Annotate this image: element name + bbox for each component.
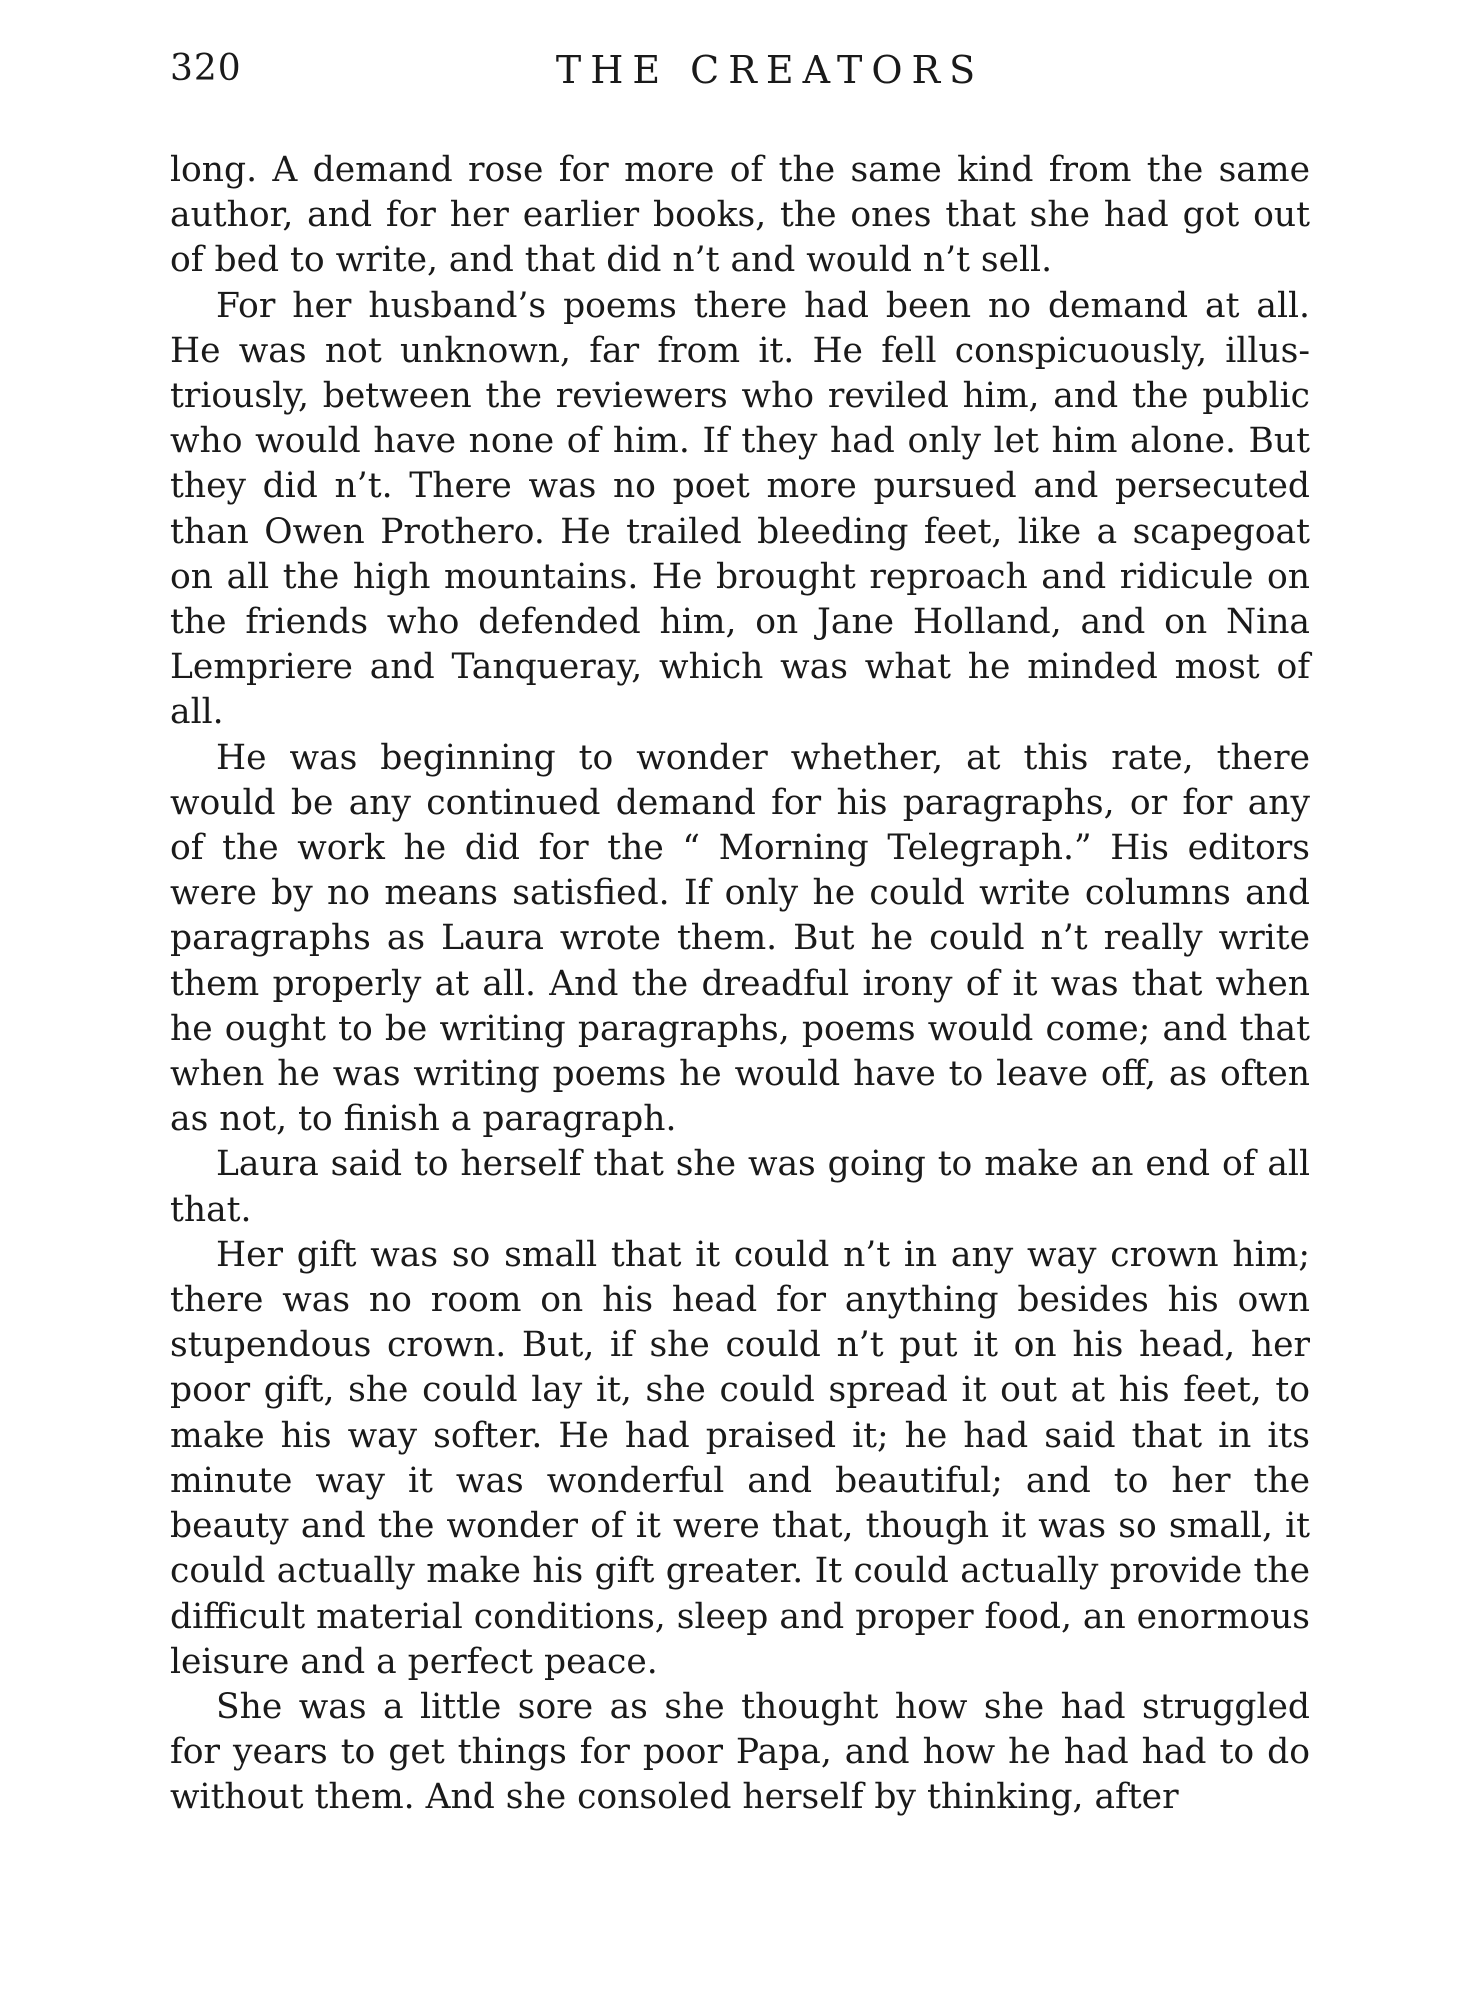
- paragraph: Laura said to herself that she was going to make an end of all that.: [170, 1144, 1310, 1230]
- page-header: [170, 48, 1310, 96]
- body-text: [170, 148, 1310, 1821]
- paragraph: long. A demand rose for more of the same kind from the same author, and for her earlier books, the ones that she had got out of bed to write, and that did n’t and would n’t sell.: [170, 150, 1310, 281]
- paragraph: He was beginning to wonder whether, at this rate, there would be any continued demand for his paragraphs, or for any of the work he did for the “ Morning Telegraph.” His editors were by no means satisfied. If only he could write columns and paragraphs as Laura wrote them. But he could n’t really write them properly at all. And the dreadful irony of it was that when he ought to be writing paragraphs, poems would come; and that when he was writing poems he would have to leave off, as often as not, to finish a paragraph.: [170, 737, 1310, 1140]
- book-page: [170, 48, 1310, 1821]
- paragraph: She was a little sore as she thought how she had struggled for years to get things for poor Papa, and how he had had to do without them. And she consoled herself by thinking, after: [170, 1686, 1310, 1818]
- paragraph: Her gift was so small that it could n’t in any way crown him; there was no room on his head for anything besides his own stupendous crown. But, if she could n’t put it on his head, her poor gift, she could lay it, she could spread it out at his feet, to make his way softer. He had praised it; he had said that in its minute way it was wonderful and beautiful; and to her the beauty and the wonder of it were that, though it was so small, it could actually make his gift greater. It could actually provide the difficult material conditions, sleep and proper food, an enormous leisure and a perfect peace.: [170, 1234, 1310, 1682]
- running-title: THE CREATORS: [555, 48, 985, 92]
- paragraph: For her husband’s poems there had been no demand at all. He was not unknown, far from it. He fell conspicuously, illustriously, between the reviewers who reviled him, and the public who would have none of him. If they had only let him alone. But they did n’t. There was no poet more pursued and persecuted than Owen Prothero. He trailed bleeding feet, like a scapegoat on all the high mountains. He brought reproach and ridicule on the friends who defended him, on Jane Holland, and on Nina Lempriere and Tanqueray, which was what he minded most of all.: [170, 285, 1310, 733]
- page-number: 320: [170, 48, 242, 89]
